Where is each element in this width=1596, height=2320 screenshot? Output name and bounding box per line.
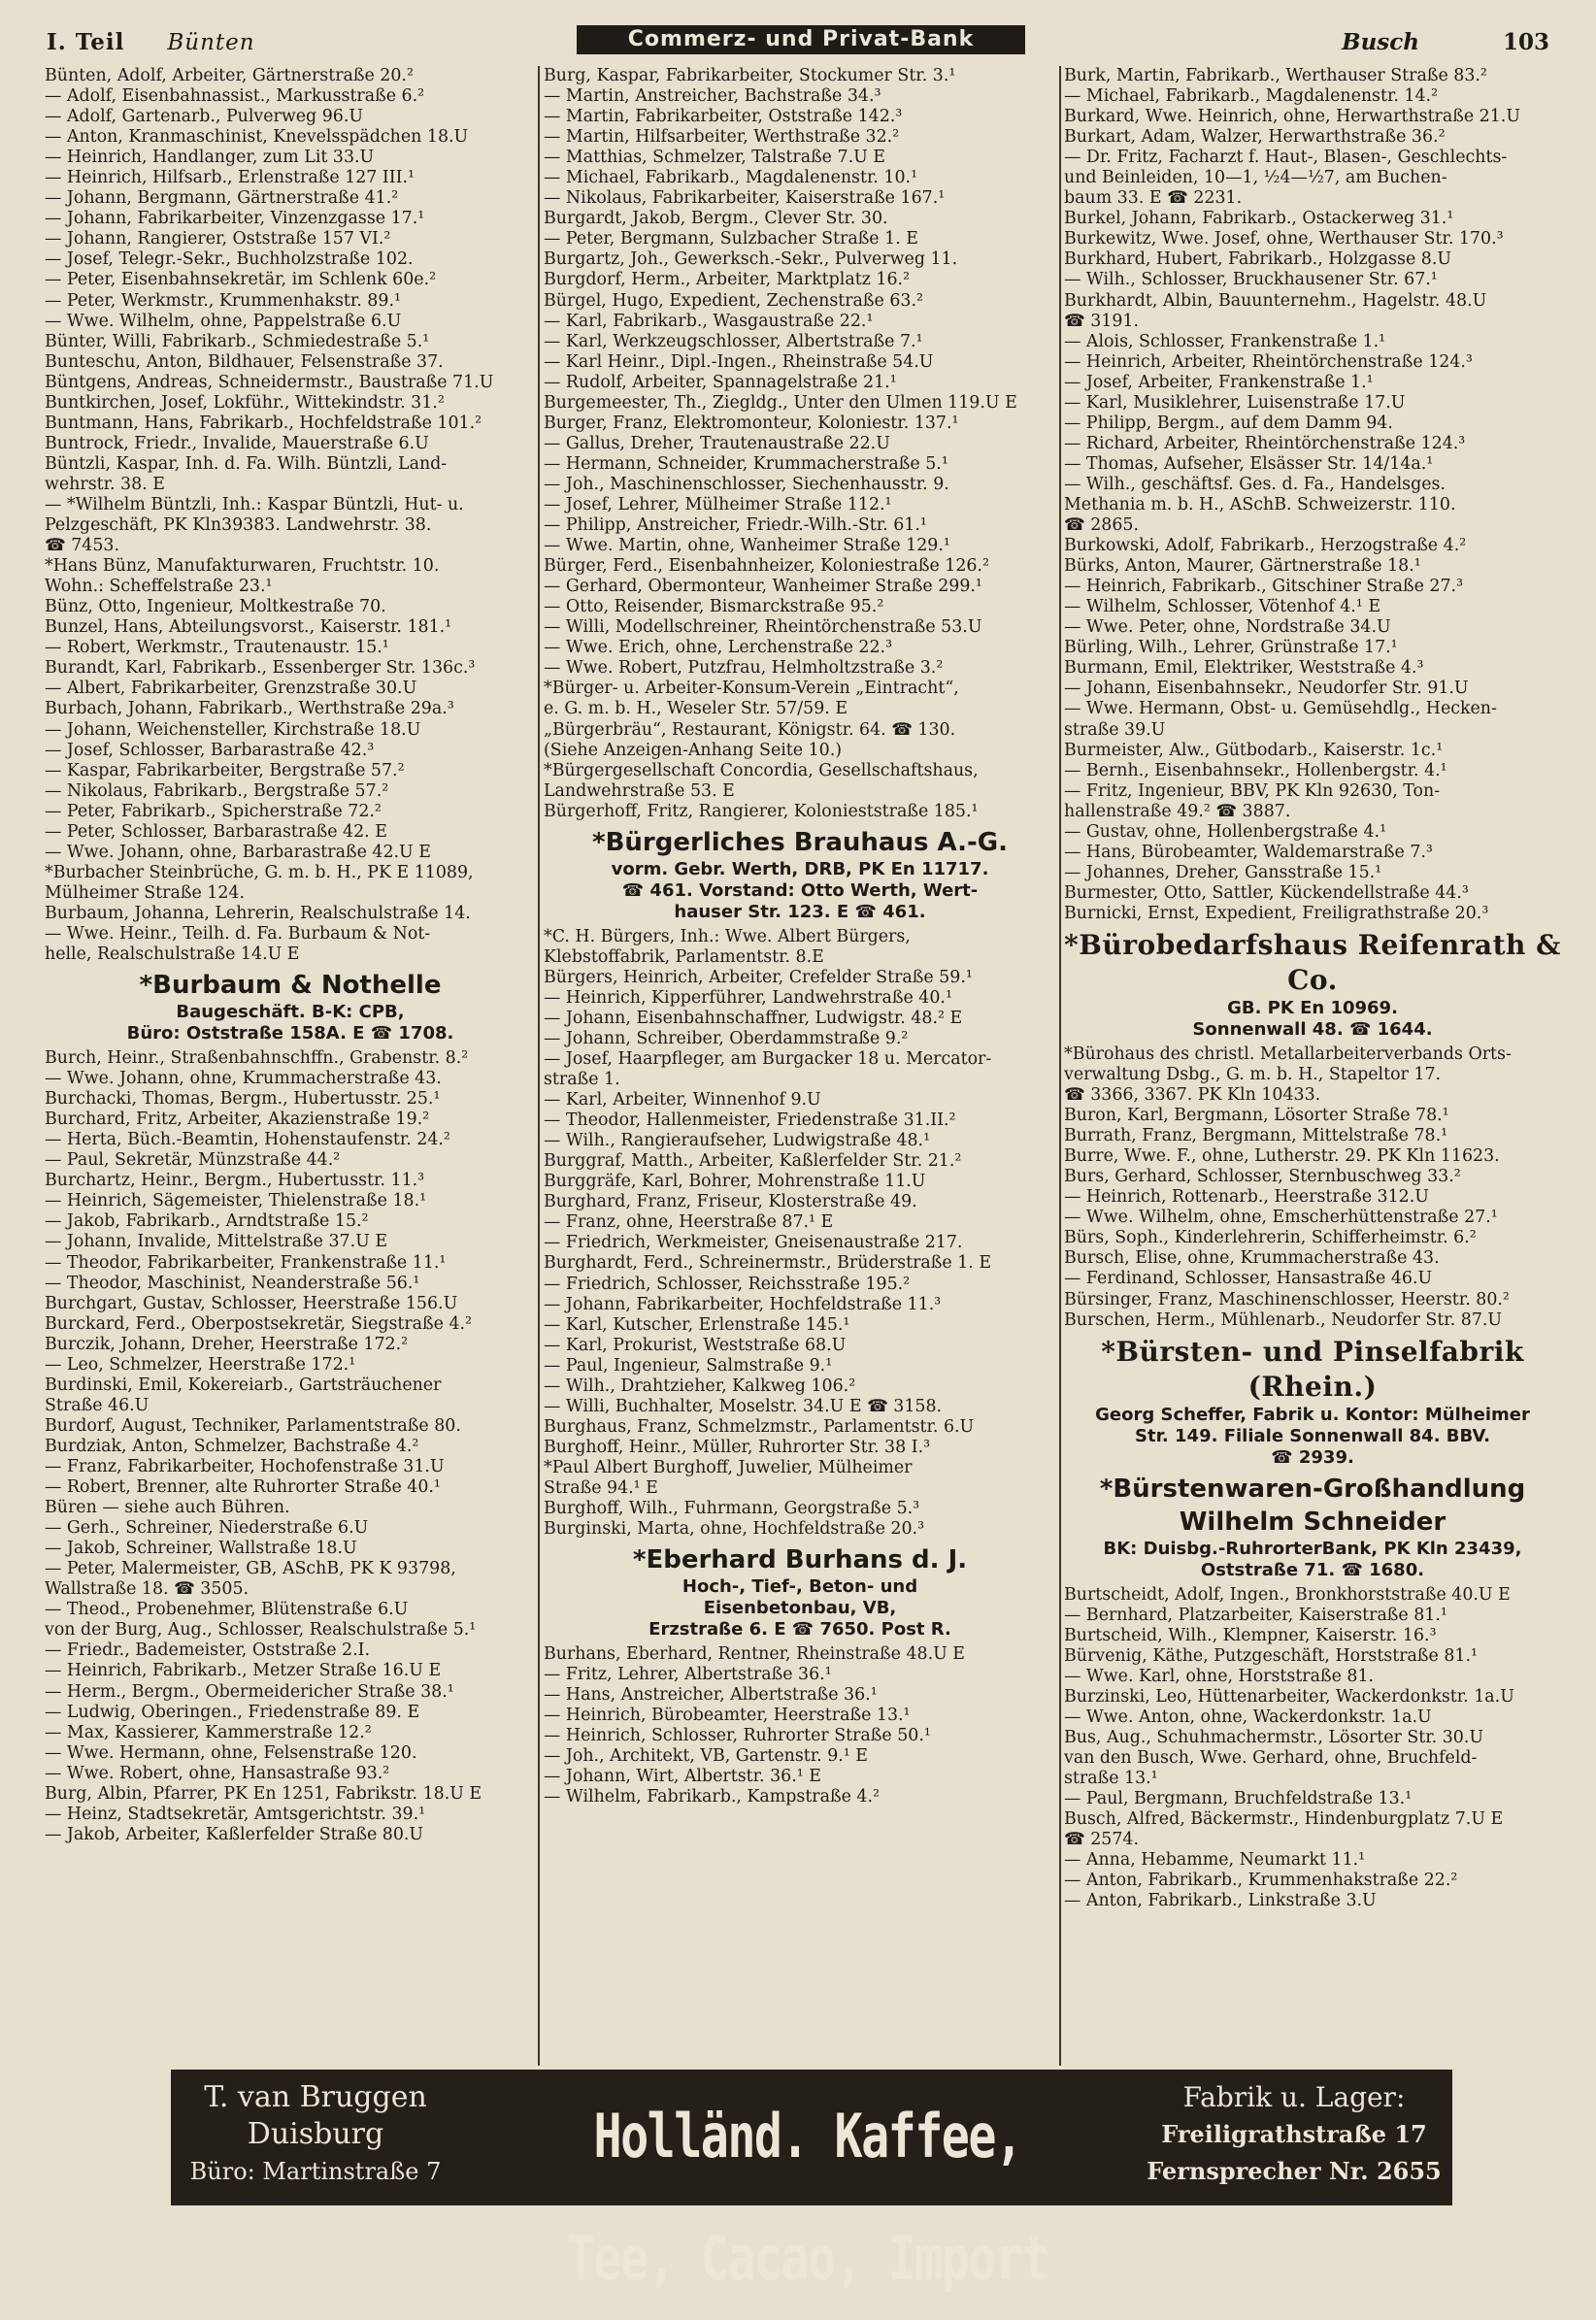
header-left [47,29,255,55]
advertisement-line: Baugeschäft. B-K: CPB, [176,1002,405,1023]
directory-entry: — Wwe. Johann, ohne, Krummacherstraße 43. [45,1069,442,1089]
directory-entry: Burghardt, Ferd., Schreinermstr., Brüderstraße 1. E [544,1253,992,1274]
directory-entry: — Karl Heinr., Dipl.-Ingen., Rheinstraße 54.U [544,351,934,372]
directory-entry: — Nikolaus, Fabrikarb., Bergstraße 57.² [45,780,389,801]
directory-entry: — Heinz, Stadtsekretär, Amtsgerichtstr. 39.¹ [45,1804,426,1824]
directory-entry: — Heinrich, Handlanger, zum Lit 33.U [45,148,375,168]
directory-entry: — Karl, Arbeiter, Winnenhof 9.U [544,1090,821,1110]
directory-entry: Burggräfe, Karl, Bohrer, Mohrenstraße 11.U [544,1172,926,1192]
directory-entry: — Ludwig, Oberingen., Friedenstraße 89. E [45,1702,420,1722]
advertisement-line: Str. 149. Filiale Sonnenwall 84. BBV. [1135,1425,1490,1446]
directory-entry: — Gerhard, Obermonteur, Wanheimer Straße 299.¹ [544,577,982,597]
directory-entry: — Johann, Bergmann, Gärtnerstraße 41.² [45,188,399,209]
directory-entry: Burghoff, Heinr., Müller, Ruhrorter Str. 38 I.³ [544,1437,931,1457]
directory-entry: von der Burg, Aug., Schlosser, Realschulstraße 5.¹ [45,1620,477,1641]
directory-entry: — Heinrich, Fabrikarb., Metzer Straße 16.U E [45,1661,442,1681]
directory-entry: — Friedrich, Werkmeister, Gneisenaustraße 217. [544,1233,963,1253]
directory-entry: — Wwe. Anton, ohne, Wackerdonkstr. 1a.U [1064,1707,1432,1727]
advertisement-title: *Eberhard Burhans d. J. [632,1545,968,1575]
directory-entry: straße 1. [544,1070,620,1090]
directory-entry: Bürgel, Hugo, Expedient, Zechenstraße 63.² [544,290,923,311]
directory-entry: Burghoff, Wilh., Fuhrmann, Georgstraße 5.³ [544,1499,920,1519]
directory-entry: Buntkirchen, Josef, Lokführ., Wittekindstr. 31.² [45,392,445,413]
footer-factory-block [1146,2079,1443,2190]
directory-entry: Burgardt, Jakob, Bergm., Clever Str. 30. [544,209,888,229]
directory-entry: Burczik, Johann, Dreher, Heerstraße 172.² [45,1334,409,1354]
directory-entry: — Wwe. Heinr., Teilh. d. Fa. Burbaum & Not- [45,923,431,944]
directory-entry: — Paul, Sekretär, Münzstraße 44.² [45,1150,341,1171]
directory-entry: Bünter, Willi, Fabrikarb., Schmiedestraße 5.¹ [45,331,430,351]
footer-company-name: T. van Bruggen [204,2080,427,2114]
directory-entry: — Martin, Anstreicher, Bachstraße 34.³ [544,86,881,107]
directory-entry: — Wwe. Hermann, Obst- u. Gemüsehdlg., Hecken- [1064,699,1497,719]
directory-entry: *Burbacher Steinbrüche, G. m. b. H., PK E 11089, [45,862,474,882]
footer-factory-address: Freiligrathstraße 17 [1161,2120,1427,2148]
directory-entry: Burbaum, Johanna, Lehrerin, Realschulstraße 14. [45,903,471,923]
directory-entry: Bürvenig, Käthe, Putzgeschäft, Horststraße 81.¹ [1064,1645,1478,1666]
directory-entry: — Johann, Weichensteller, Kirchstraße 18.U [45,719,421,740]
directory-entry: baum 33. E ☎ 2231. [1064,188,1243,209]
directory-entry: — Heinrich, Bürobeamter, Heerstraße 13.¹ [544,1706,911,1726]
column-1 [45,66,536,2066]
directory-entry: Wohn.: Scheffelstraße 23.¹ [45,577,273,597]
directory-entry: Burgdorf, Herm., Arbeiter, Marktplatz 16.² [544,270,911,290]
directory-entry: Büren — siehe auch Bühren. [45,1498,290,1518]
directory-entry: — Wwe. Karl, ohne, Horststraße 81. [1064,1666,1375,1686]
directory-entry: — Heinrich, Schlosser, Ruhrorter Straße 50.¹ [544,1726,931,1746]
directory-entry: — Johann, Invalide, Mittelstraße 37.U E [45,1232,388,1252]
footer-advertisement [171,2070,1452,2294]
advertisement-line: ☎ 461. Vorstand: Otto Werth, Wert- [621,879,979,901]
directory-entry: ☎ 7453. [45,536,119,556]
directory-entry: Bürks, Anton, Maurer, Gärtnerstraße 18.¹ [1064,556,1421,577]
advertisement-line: ☎ 2939. [1271,1446,1354,1468]
directory-entry: — Anton, Fabrikarb., Krummenhakstraße 22.² [1064,1871,1458,1891]
directory-entry: — Johannes, Dreher, Gansstraße 15.¹ [1064,862,1382,882]
directory-entry: e. G. m. b. H., Weseler Str. 57/59. E [544,699,848,719]
directory-entry: *Bürgergesellschaft Concordia, Gesellschaftshaus, [544,760,979,780]
directory-entry: wehrstr. 38. E [45,474,165,494]
directory-entry: — Hans, Anstreicher, Albertstraße 36.¹ [544,1685,878,1706]
directory-entry: — Paul, Bergmann, Bruchfeldstraße 13.¹ [1064,1789,1413,1809]
advertisement-line: GB. PK En 10969. [1227,997,1398,1018]
directory-entry: — Michael, Fabrikarb., Magdalenenstr. 14.² [1064,86,1439,107]
directory-entry: — Bernhard, Platzarbeiter, Kaiserstraße 81.¹ [1064,1605,1447,1625]
directory-entry: — Josef, Haarpfleger, am Burgacker 18 u. Mercator- [544,1049,992,1070]
directory-entry: — Gustav, ohne, Hollenbergstraße 4.¹ [1064,821,1387,842]
directory-entry: — Wwe. Robert, ohne, Hansastraße 93.² [45,1763,390,1783]
directory-entry: — Philipp, Anstreicher, Friedr.-Wilh.-Str. 61.¹ [544,515,927,536]
directory-entry: *C. H. Bürgers, Inh.: Wwe. Albert Bürgers, [544,926,911,946]
directory-entry: Buntrock, Friedr., Invalide, Mauerstraße 6.U [45,433,429,453]
directory-entry: — Herm., Bergm., Obermeidericher Straße 38.¹ [45,1681,454,1702]
directory-entry: — Robert, Werkmstr., Trautenaustr. 15.¹ [45,638,389,658]
directory-entry: Bünten, Adolf, Arbeiter, Gärtnerstraße 20.² [45,66,414,85]
directory-entry: Klebstoffabrik, Parlamentstr. 8.E [544,946,824,967]
directory-entry: Burch, Heinr., Straßenbahnschffn., Grabenstr. 8.² [45,1048,469,1069]
directory-entry: — Wilh., Drahtzieher, Kalkweg 106.² [544,1375,856,1396]
directory-entry: Bus, Aug., Schuhmachermstr., Lösorter Str. 30.U [1064,1727,1484,1747]
directory-entry: — Peter, Fabrikarb., Spicherstraße 72.² [45,801,382,821]
directory-entry: — Martin, Fabrikarbeiter, Oststraße 142.³ [544,107,903,127]
directory-entry: — Peter, Werkmstr., Krummenhakstr. 89.¹ [45,290,401,311]
directory-entry: — Johann, Eisenbahnsekr., Neudorfer Str. 91.U [1064,679,1469,699]
directory-entry: — Michael, Fabrikarb., Magdalenenstr. 10.¹ [544,168,918,188]
directory-entry: — Johann, Fabrikarbeiter, Hochfeldstraße 11.³ [544,1294,942,1314]
directory-entry: Bürgers, Heinrich, Arbeiter, Crefelder Straße 59.¹ [544,967,973,987]
directory-entry: — Adolf, Gartenarb., Pulverweg 96.U [45,107,364,127]
directory-entry: Burchacki, Thomas, Bergm., Hubertusstr. 25.¹ [45,1089,441,1110]
directory-entry: — Johann, Wirt, Albertstr. 36.¹ E [544,1767,821,1787]
directory-entry: — Rudolf, Arbeiter, Spannagelstraße 21.¹ [544,372,897,392]
directory-entry: — Theodor, Maschinist, Neanderstraße 56.¹ [45,1273,420,1293]
directory-entry: — Peter, Bergmann, Sulzbacher Straße 1. E [544,229,918,249]
directory-entry: — Herta, Büch.-Beamtin, Hohenstaufenstr. 24.² [45,1130,450,1150]
directory-entry: — Karl, Fabrikarb., Wasgaustraße 22.¹ [544,311,874,331]
directory-entry: — Nikolaus, Fabrikarbeiter, Kaiserstraße 167.¹ [544,188,946,209]
directory-entry: — Matthias, Schmelzer, Talstraße 7.U E [544,148,885,168]
directory-entry: — Jakob, Schreiner, Wallstraße 18.U [45,1539,357,1559]
directory-entry: — Thomas, Aufseher, Elsässer Str. 14/14a.¹ [1064,453,1434,474]
directory-entry: Burtscheid, Wilh., Klempner, Kaiserstr. 16.³ [1064,1625,1437,1645]
directory-entry: Bunteschu, Anton, Bildhauer, Felsenstraße 37. [45,351,444,372]
directory-entry: Büntzli, Kaspar, Inh. d. Fa. Wilh. Büntzli, Land- [45,453,448,474]
directory-entry: Straße 94.¹ E [544,1478,658,1498]
directory-entry: — Philipp, Bergm., auf dem Damm 94. [1064,413,1393,433]
directory-entry: — Wilh., Schlosser, Bruckhausener Str. 67.¹ [1064,270,1438,290]
directory-entry: — Wwe. Johann, ohne, Barbarastraße 42.U E [45,842,431,862]
directory-entry: *Paul Albert Burghoff, Juwelier, Mülheimer [544,1457,913,1477]
directory-entry: — Karl, Musiklehrer, Luisenstraße 17.U [1064,392,1406,413]
directory-entry: Burkowski, Adolf, Fabrikarb., Herzogstraße 4.² [1064,536,1467,556]
directory-entry: Burbach, Johann, Fabrikarb., Werthstraße 29a.³ [45,699,454,719]
directory-entry: Burgartz, Joh., Gewerksch.-Sekr., Pulverweg 11. [544,249,958,270]
advertisement-block [1064,928,1561,1041]
directory-entry: Burdziak, Anton, Schmelzer, Bachstraße 4.² [45,1436,419,1456]
directory-entry: — Anna, Hebamme, Neumarkt 11.¹ [1064,1850,1366,1871]
directory-entry: hallenstraße 49.² ☎ 3887. [1064,801,1291,821]
directory-entry: — Franz, Fabrikarbeiter, Hochofenstraße 31.U [45,1457,445,1476]
directory-entry: — Wwe. Erich, ohne, Lerchenstraße 22.³ [544,638,893,658]
directory-entry: Burk, Martin, Fabrikarb., Werthauser Straße 83.² [1064,66,1487,85]
directory-entry: — Wilhelm, Schlosser, Vötenhof 4.¹ E [1064,597,1381,617]
header-part: I. Teil [47,29,125,55]
directory-entry: ☎ 3191. [1064,311,1139,331]
directory-entry: — Theodor, Fabrikarbeiter, Frankenstraße 11.¹ [45,1252,447,1273]
directory-entry: — Theod., Probenehmer, Blütenstraße 6.U [45,1600,409,1620]
directory-entry: Burkel, Johann, Fabrikarb., Ostackerweg 31.¹ [1064,209,1454,229]
advertisement-line: hauser Str. 123. E ☎ 461. [674,901,926,922]
directory-entry: — Wilh., Rangieraufseher, Ludwigstraße 48.¹ [544,1131,931,1151]
directory-entry: — Wilh., geschäftsf. Ges. d. Fa., Handelsges. [1064,474,1446,494]
directory-entry: — Anton, Kranmaschinist, Knevelsspädchen 18.U [45,127,469,148]
directory-entry: Bürgerhoff, Fritz, Rangierer, Kolonieststraße 185.¹ [544,801,979,821]
header-bank-banner: Commerz- und Privat-Bank [577,25,1025,54]
directory-entry: — Heinrich, Rottenarb., Heerstraße 312.U [1064,1187,1429,1208]
directory-entry: Burzinski, Leo, Hüttenarbeiter, Wackerdonkstr. 1a.U [1064,1686,1514,1707]
directory-entry: — Peter, Eisenbahnsekretär, im Schlenk 60e.² [45,270,437,290]
directory-entry: — Jakob, Arbeiter, Kaßlerfelder Straße 80.U [45,1824,424,1844]
advertisement-block [45,969,536,1044]
footer-company-city: Duisburg [247,2117,384,2151]
directory-entry: — Fritz, Lehrer, Albertstraße 36.¹ [544,1665,832,1685]
advertisement-line: Sonnenwall 48. ☎ 1644. [1192,1018,1433,1040]
directory-entry: Burginski, Marta, ohne, Hochfeldstraße 20.³ [544,1519,925,1540]
directory-entry: Burmann, Emil, Elektriker, Weststraße 4.³ [1064,658,1424,679]
directory-entry: straße 39.U [1064,719,1166,740]
directory-entry: — Albert, Fabrikarbeiter, Grenzstraße 30.U [45,679,417,699]
directory-entry: — Adolf, Eisenbahnassist., Markusstraße 6.² [45,86,425,107]
directory-entry: ☎ 2865. [1064,515,1139,536]
directory-entry: Burckard, Ferd., Oberpostsekretär, Siegstraße 4.² [45,1313,473,1334]
directory-entry: Burs, Gerhard, Schlosser, Sternbuschweg 33.² [1064,1167,1461,1187]
directory-entry: — Joh., Architekt, VB, Gartenstr. 9.¹ E [544,1746,868,1767]
advertisement-title: *Bürgerliches Brauhaus A.-G. [592,827,1008,857]
directory-entry: Burkewitz, Wwe. Josef, ohne, Werthauser Str. 170.³ [1064,229,1504,249]
advertisement-line: BK: Duisbg.-RuhrorterBank, PK Kln 23439, [1103,1538,1522,1559]
directory-entry: — Johann, Fabrikarbeiter, Vinzenzgasse 17.¹ [45,209,425,229]
directory-entry: Busch, Alfred, Bäckermstr., Hindenburgplatz 7.U E [1064,1809,1504,1830]
directory-entry: Bunzel, Hans, Abteilungsvorst., Kaiserstr. 181.¹ [45,617,452,638]
header-section-key: Bünten [167,30,255,55]
directory-page [35,21,1561,2294]
directory-entry: Burchartz, Heinr., Bergm., Hubertusstr. 11.³ [45,1171,425,1191]
directory-entry: Burnicki, Ernst, Expedient, Freiligrathstraße 20.³ [1064,903,1489,923]
directory-entry: Burrath, Franz, Bergmann, Mittelstraße 78.¹ [1064,1126,1448,1146]
directory-entry: Burghard, Franz, Friseur, Klosterstraße 49. [544,1192,917,1212]
directory-entry: *Bürohaus des christl. Metallarbeiterverbands Orts- [1064,1044,1512,1064]
directory-entry: — Karl, Kutscher, Erlenstraße 145.¹ [544,1314,850,1335]
advertisement-line: Eisenbetonbau, VB, [703,1598,897,1619]
directory-entry: verwaltung Dsbg., G. m. b. H., Stapeltor 17. [1064,1065,1442,1085]
directory-entry: — Theodor, Hallenmeister, Friedenstraße 31.II.² [544,1110,956,1131]
directory-entry: — Josef, Telegr.-Sekr., Buchholzstraße 102. [45,249,414,270]
advertisement-title: *Bürobedarfshaus Reifenrath & Co. [1064,928,1561,996]
directory-entry: — *Wilhelm Büntzli, Inh.: Kaspar Büntzli, Hut- u. [45,494,464,514]
directory-entry: — Dr. Fritz, Facharzt f. Haut-, Blasen-, Geschlechts- [1064,148,1508,168]
directory-entry: Burschen, Herm., Mühlenarb., Neudorfer Str. 87.U [1064,1309,1503,1330]
directory-entry: Bürger, Ferd., Eisenbahnheizer, Koloniestraße 126.² [544,556,989,577]
directory-entry: — Alois, Schlosser, Frankenstraße 1.¹ [1064,331,1386,351]
directory-entry: *Bürger- u. Arbeiter-Konsum-Verein „Eintracht“, [544,679,959,699]
directory-entry: Burghaus, Franz, Schmelzmstr., Parlamentstr. 6.U [544,1416,975,1437]
directory-entry: — Heinrich, Hilfsarb., Erlenstraße 127 III.¹ [45,168,415,188]
directory-entry: — Johann, Rangierer, Oststraße 157 VI.² [45,229,391,249]
directory-entry: Burkart, Adam, Walzer, Herwarthstraße 36.² [1064,127,1446,148]
directory-entry: Burhans, Eberhard, Rentner, Rheinstraße 48.U E [544,1644,965,1665]
directory-entry: — Karl, Prokurist, Weststraße 68.U [544,1335,847,1355]
directory-entry: — Gerh., Schreiner, Niederstraße 6.U [45,1518,369,1539]
directory-entry: Bürs, Soph., Kinderlehrerin, Schifferheimstr. 6.² [1064,1228,1477,1248]
directory-entry: — Wilhelm, Fabrikarb., Kampstraße 4.² [544,1787,880,1807]
directory-entry: Pelzgeschäft, PK Kln39383. Landwehrstr. 38. [45,515,432,536]
directory-entry: — Anton, Fabrikarb., Linkstraße 3.U [1064,1891,1377,1911]
directory-entry: — Josef, Arbeiter, Frankenstraße 1.¹ [1064,372,1374,392]
directory-entry: — Wwe. Martin, ohne, Wanheimer Straße 129.¹ [544,536,950,556]
directory-entry: (Siehe Anzeigen-Anhang Seite 10.) [544,740,843,760]
advertisement-block [544,826,1056,923]
directory-entry: — Josef, Lehrer, Mülheimer Straße 112.¹ [544,494,892,514]
directory-entry: — Franz, ohne, Heerstraße 87.¹ E [544,1212,834,1233]
directory-entry: Burg, Albin, Pfarrer, PK En 1251, Fabrikstr. 18.U E [45,1783,482,1804]
directory-entry: Burchard, Fritz, Arbeiter, Akazienstraße 19.² [45,1110,430,1130]
directory-entry: — Johann, Eisenbahnschaffner, Ludwigstr. 48.² E [544,1008,963,1028]
directory-entry: — Kaspar, Fabrikarbeiter, Bergstraße 57.² [45,760,405,780]
directory-entry: Methania m. b. H., ASchB. Schweizerstr. 110. [1064,494,1456,514]
directory-entry: — Johann, Schreiber, Oberdammstraße 9.² [544,1028,909,1048]
directory-entry: Bünz, Otto, Ingenieur, Moltkestraße 70. [45,597,386,617]
directory-entry: — Richard, Arbeiter, Rheintörchenstraße 124.³ [1064,433,1466,453]
column-2 [544,66,1056,2066]
directory-entry: Bursch, Elise, ohne, Krummacherstraße 43. [1064,1248,1440,1269]
directory-entry: — Otto, Reisender, Bismarckstraße 95.² [544,597,884,617]
advertisement-block [544,1543,1056,1641]
directory-entry: Burkhard, Hubert, Fabrikarb., Holzgasse 8.U [1064,249,1452,270]
directory-entry: — Leo, Schmelzer, Heerstraße 172.¹ [45,1354,356,1375]
page-number: 103 [1502,29,1549,55]
directory-entry: — Jakob, Fabrikarb., Arndtstraße 15.² [45,1211,369,1232]
directory-entry: — Martin, Hilfsarbeiter, Werthstraße 32.² [544,127,900,148]
directory-entry: — Heinrich, Fabrikarb., Gitschiner Straße 27.³ [1064,577,1464,597]
directory-entry: — Hermann, Schneider, Krummacherstraße 5.¹ [544,453,948,474]
advertisement-block [1064,1335,1561,1469]
directory-entry: — Willi, Buchhalter, Moselstr. 34.U E ☎ 3158. [544,1396,943,1416]
directory-entry: — Peter, Schlosser, Barbarastraße 42. E [45,821,387,842]
directory-entry: — Paul, Ingenieur, Salmstraße 9.¹ [544,1355,833,1375]
directory-entry: Bürsinger, Franz, Maschinenschlosser, Heerstr. 80.² [1064,1289,1510,1309]
advertisement-line: Erzstraße 6. E ☎ 7650. Post R. [648,1619,951,1641]
directory-entry: — Friedr., Bademeister, Oststraße 2.I. [45,1641,371,1661]
directory-entry: — Ferdinand, Schlosser, Hansastraße 46.U [1064,1269,1433,1289]
directory-entry: Burggraf, Matth., Arbeiter, Kaßlerfelder Str. 21.² [544,1151,962,1172]
directory-entry: Burkhardt, Albin, Bauunternehm., Hagelstr. 48.U [1064,290,1487,311]
directory-columns [35,66,1561,2066]
directory-entry: — Fritz, Ingenieur, BBV, PK Kln 92630, Ton- [1064,780,1441,801]
directory-entry: — Heinrich, Arbeiter, Rheintörchenstraße 124.³ [1064,351,1473,372]
directory-entry: Burkard, Wwe. Heinrich, ohne, Herwarthstraße 21.U [1064,107,1520,127]
directory-entry: van den Busch, Wwe. Gerhard, ohne, Bruchfeld- [1064,1748,1478,1768]
directory-entry: Burdorf, August, Techniker, Parlamentstraße 80. [45,1415,461,1436]
page-header [47,23,1561,64]
directory-entry: ☎ 3366, 3367. PK Kln 10433. [1064,1085,1321,1106]
directory-entry: — Friedrich, Schlosser, Reichsstraße 195.² [544,1274,911,1294]
directory-entry: Burandt, Karl, Fabrikarb., Essenberger Str. 136c.³ [45,658,476,679]
directory-entry: straße 13.¹ [1064,1769,1158,1789]
advertisement-block [1064,1473,1561,1581]
directory-entry: — Willi, Modellschreiner, Rheintörchenstraße 53.U [544,617,982,638]
directory-entry: Burdinski, Emil, Kokereiarb., Gartsträuchener [45,1375,442,1395]
footer-company-office: Büro: Martinstraße 7 [189,2158,442,2185]
advertisement-line: Wilhelm Schneider [1179,1507,1446,1537]
directory-entry: — Karl, Werkzeugschlosser, Albertstraße 7.¹ [544,331,923,351]
footer-factory-phone: Fernsprecher Nr. 2655 [1147,2157,1442,2185]
directory-entry: Burgemeester, Th., Ziegldg., Unter den Ulmen 119.U E [544,392,1017,413]
directory-entry: — Robert, Brenner, alte Ruhrorter Straße 40.¹ [45,1477,441,1498]
directory-entry: — Peter, Malermeister, GB, ASchB, PK K 93798, [45,1559,456,1579]
directory-entry: — Joh., Maschinenschlosser, Siechenhausstr. 9. [544,474,949,494]
advertisement-line: Oststraße 71. ☎ 1680. [1200,1559,1425,1580]
advertisement-line: vorm. Gebr. Werth, DRB, PK En 11717. [611,858,989,879]
directory-entry: Burmester, Otto, Sattler, Kückendellstraße 44.³ [1064,882,1469,903]
directory-entry: und Beinleiden, 10—1, ½4—½7, am Buchen- [1064,168,1447,188]
header-end-key: Busch [1342,29,1419,55]
directory-entry: Burger, Franz, Elektromonteur, Koloniestr. 137.¹ [544,413,959,433]
directory-entry: — Heinrich, Sägemeister, Thielenstraße 18.¹ [45,1191,427,1211]
directory-entry: — Wwe. Wilhelm, ohne, Pappelstraße 6.U [45,311,402,331]
header-right [1342,29,1549,55]
directory-entry: Straße 46.U [45,1395,150,1415]
directory-entry: — Bernh., Eisenbahnsekr., Hollenbergstr. 4.¹ [1064,760,1447,780]
directory-entry: helle, Realschulstraße 14.U E [45,945,300,965]
directory-entry: — Gallus, Dreher, Trautenaustraße 22.U [544,433,890,453]
advertisement-title: *Bürsten- und Pinselfabrik (Rhein.) [1101,1335,1524,1403]
footer-company-block [179,2079,452,2190]
directory-entry: — Wwe. Wilhelm, ohne, Emscherhüttenstraße 27.¹ [1064,1208,1498,1228]
directory-entry: Buntmann, Hans, Fabrikarb., Hochfeldstraße 101.² [45,413,482,433]
directory-entry: Burmeister, Alw., Gütbodarb., Kaiserstr. 1c.¹ [1064,740,1444,760]
directory-entry: Mülheimer Straße 124. [45,882,245,903]
advertisement-title: *Burbaum & Nothelle [139,971,442,1001]
directory-entry: — Wwe. Hermann, ohne, Felsenstraße 120. [45,1742,417,1763]
advertisement-line: Hoch-, Tief-, Beton- und [682,1576,918,1598]
directory-entry: — Wwe. Robert, Putzfrau, Helmholtzstraße 3.² [544,658,944,679]
footer-factory-title: Fabrik u. Lager: [1182,2081,1406,2113]
directory-entry: Buron, Karl, Bergmann, Lösorter Straße 78.¹ [1064,1106,1449,1126]
directory-entry: Wallstraße 18. ☎ 3505. [45,1579,249,1600]
directory-entry: Burchgart, Gustav, Schlosser, Heerstraße 156.U [45,1293,458,1313]
directory-entry: ☎ 2574. [1064,1830,1139,1850]
directory-entry: Büntgens, Andreas, Schneidermstr., Baustraße 71.U [45,372,494,392]
advertisement-title: *Bürstenwaren-Großhandlung [1099,1474,1526,1504]
directory-entry: Burg, Kaspar, Fabrikarbeiter, Stockumer Str. 3.¹ [544,66,956,85]
directory-entry: — Heinrich, Kipperführer, Landwehrstraße 40.¹ [544,987,952,1008]
directory-entry: Landwehrstraße 53. E [544,780,735,801]
directory-entry: Bürling, Wilh., Lehrer, Grünstraße 17.¹ [1064,638,1398,658]
directory-entry: „Bürgerbräu“, Restaurant, Königstr. 64. ☎ 130. [544,719,956,740]
column-3 [1064,66,1561,2066]
advertisement-line: Büro: Oststraße 158A. E ☎ 1708. [126,1023,454,1044]
directory-entry: — Josef, Schlosser, Barbarastraße 42.³ [45,740,375,760]
directory-entry: — Hans, Bürobeamter, Waldemarstraße 7.³ [1064,842,1433,862]
advertisement-line: Georg Scheffer, Fabrik u. Kontor: Mülheimer [1095,1404,1530,1425]
directory-entry: Burre, Wwe. F., ohne, Lutherstr. 29. PK Kln 11623. [1064,1146,1500,1167]
directory-entry: — Max, Kassierer, Kammerstraße 12.² [45,1722,372,1742]
footer-slogan: Holländ. Kaffee, Tee, Cacao, Import [566,2101,1048,2294]
directory-entry: Burtscheidt, Adolf, Ingen., Bronkhorststraße 40.U E [1064,1584,1511,1605]
directory-entry: *Hans Bünz, Manufakturwaren, Fruchtstr. 10. [45,556,440,577]
directory-entry: — Wwe. Peter, ohne, Nordstraße 34.U [1064,617,1391,638]
